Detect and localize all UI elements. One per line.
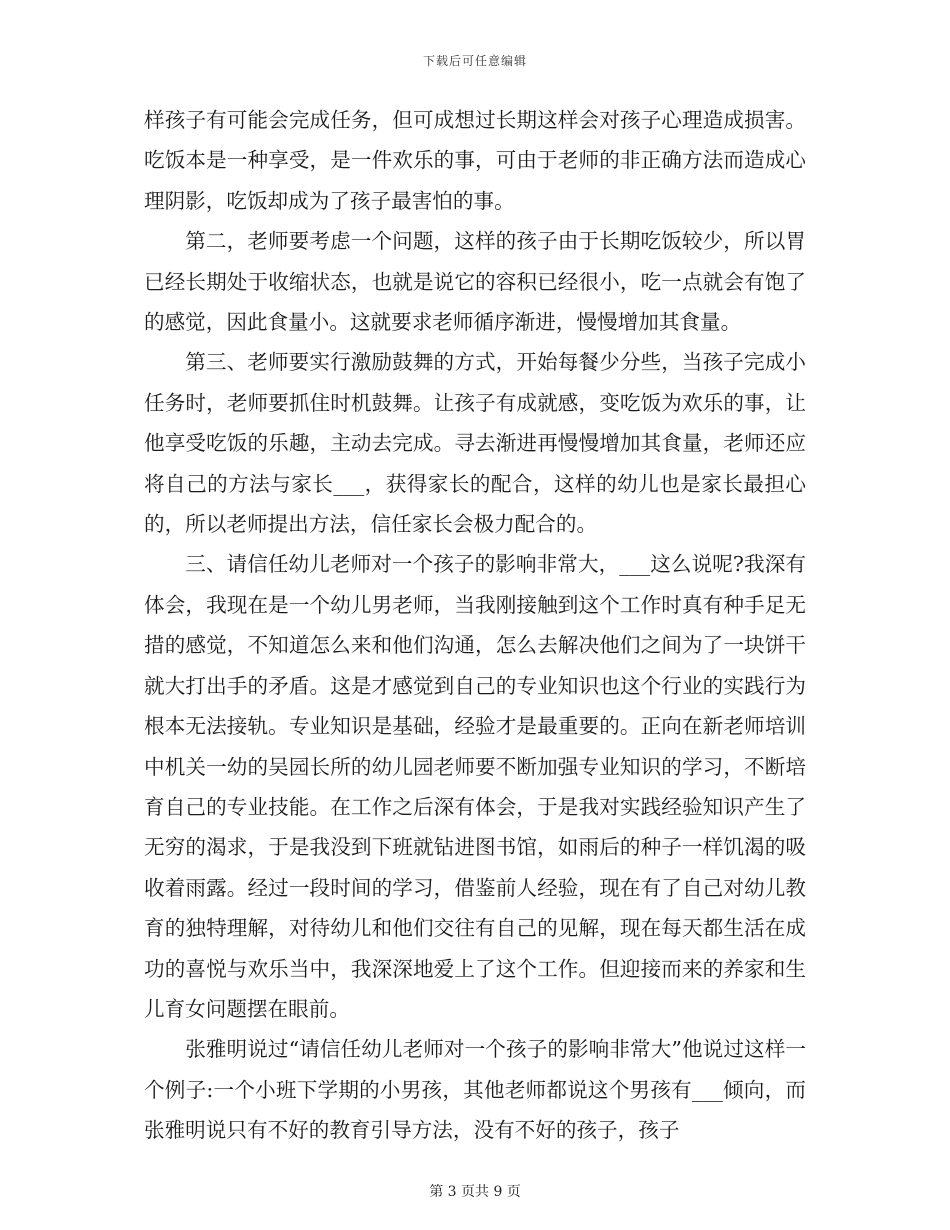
document-body <box>144 100 806 1151</box>
paragraph-section-three: 三、请信任幼儿老师对一个孩子的影响非常大，___这么说呢?我深有体会，我现在是一个幼儿男老师，当我刚接触到这个工作时真有种手足无措的感觉，不知道怎么来和他们沟通，怎么去解决他们之间为了一块饼干就大打出手的矛盾。这是才感觉到自己的专业知识也这个行业的实践行为根本无法接轨。专业知识是基础，经验才是最重要的。正向在新老师培训中机关一幼的吴园长所的幼儿园老师要不断加强专业知识的学习，不断培育自己的专业技能。在工作之后深有体会，于是我对实践经验知识产生了无穷的渴求，于是我没到下班就钻进图书馆，如雨后的种子一样饥渴的吸收着雨露。经过一段时间的学习，借鉴前人经验，现在有了自己对幼儿教育的独特理解，对待幼儿和他们交往有自己的见解，现在每天都生活在成功的喜悦与欢乐当中，我深深地爱上了这个工作。但迎接而来的养家和生儿育女问题摆在眼前。 <box>144 552 806 1021</box>
paragraph-continuation: 样孩子有可能会完成任务，但可成想过长期这样会对孩子心理造成损害。吃饭本是一种享受，是一件欢乐的事，可由于老师的非正确方法而造成心理阴影，吃饭却成为了孩子最害怕的事。 <box>144 108 806 213</box>
paragraph-second-point: 第二，老师要考虑一个问题，这样的孩子由于长期吃饭较少，所以胃已经长期处于收缩状态，也就是说它的容积已经很小，吃一点就会有饱了的感觉，因此食量小。这就要求老师循序渐进，慢慢增加其食量。 <box>144 229 806 335</box>
paragraph-third-point: 第三、老师要实行激励鼓舞的方式，开始每餐少分些，当孩子完成小任务时，老师要抓住时机鼓舞。让孩子有成就感，变吃饭为欢乐的事，让他享受吃饭的乐趣，主动去完成。寻去渐进再慢慢增加其食量，老师还应将自己的方法与家长___，获得家长的配合，这样的幼儿也是家长最担心的，所以老师提出方法，信任家长会极力配合的。 <box>144 350 806 537</box>
paragraph-zhang-yaming: 张雅明说过“请信任幼儿老师对一个孩子的影响非常大”他说过这样一个例子:一个小班下学期的小男孩，其他老师都说这个男孩有___倾向，而张雅明说只有不好的教育引导方法，没有不好的孩子，孩子 <box>144 1037 806 1143</box>
page-footer: 第 3 页共 9 页 <box>429 1184 521 1200</box>
page-header: 下载后可任意编辑 <box>422 54 527 68</box>
